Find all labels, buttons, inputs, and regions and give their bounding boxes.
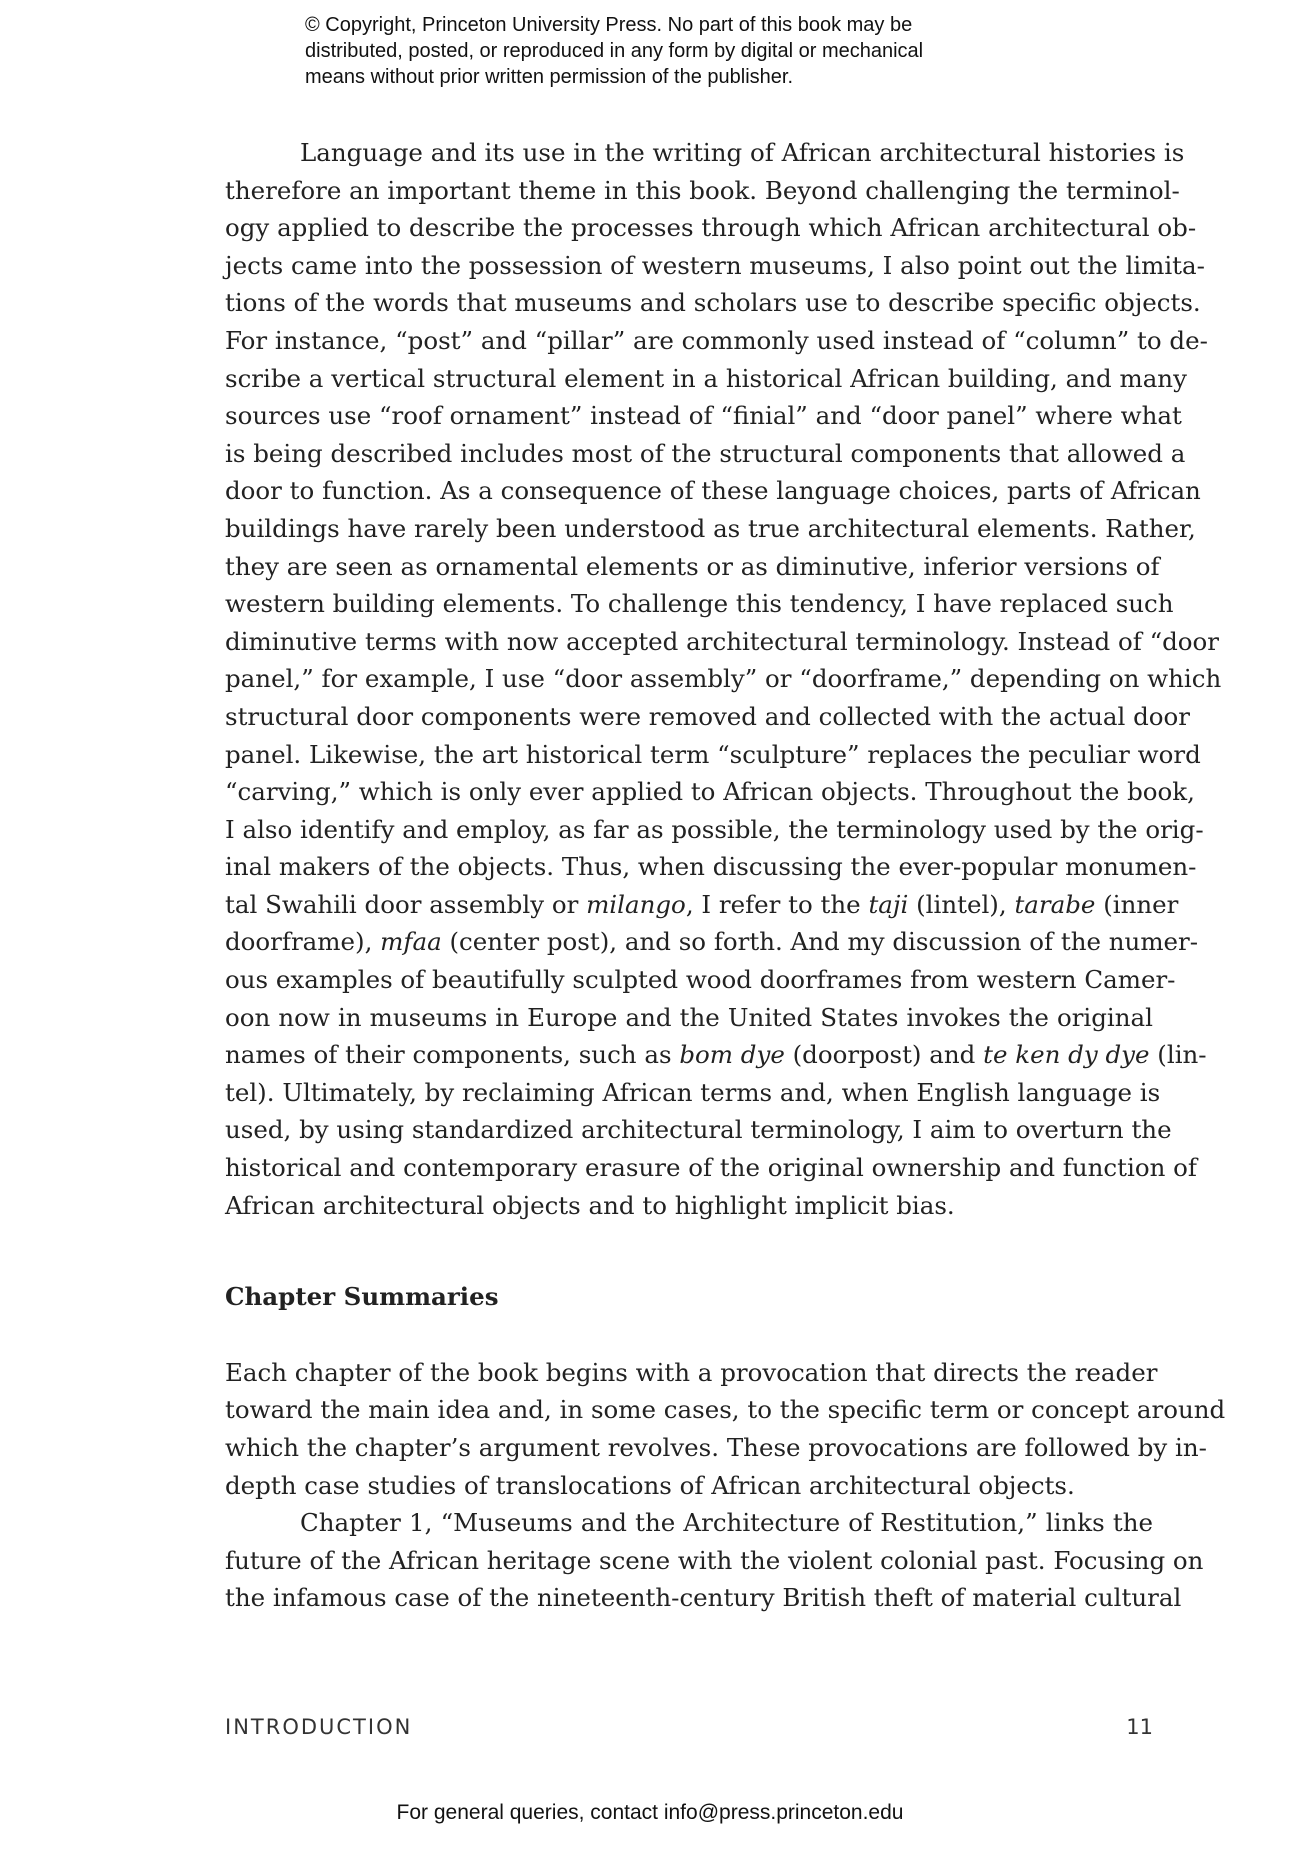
text-line: inal makers of the objects. Thus, when discussing the ever-popular monumen- xyxy=(225,852,1197,882)
text-line xyxy=(225,923,1199,961)
text-line: scribe a vertical structural element in a historical African building, and many xyxy=(225,363,1187,393)
text-line: tions of the words that museums and scholars use to describe specific objects. xyxy=(225,288,1201,318)
text-run: (inner xyxy=(1095,889,1179,919)
text-line: future of the African heritage scene with the violent colonial past. Focusing on xyxy=(225,1545,1204,1575)
text-run: (center post), and so forth. And my discussion of the numer- xyxy=(441,927,1199,957)
running-footer xyxy=(225,1715,1153,1739)
cameroon-term: bom dye xyxy=(679,1040,785,1070)
paragraph-chapter-intro xyxy=(225,1354,1226,1504)
page-body xyxy=(225,134,1226,1617)
section-heading: Chapter Summaries xyxy=(225,1282,499,1312)
swahili-term: milango xyxy=(586,889,686,919)
text-run: (doorpost) and xyxy=(784,1040,984,1070)
text-line: buildings have rarely been understood as true architectural elements. Rather, xyxy=(225,513,1196,543)
contact-footer: For general queries, contact info@press.princeton.edu xyxy=(396,1801,904,1824)
text-run: names of their components, such as xyxy=(225,1040,680,1070)
text-line: panel. Likewise, the art historical term “sculpture” replaces the peculiar word xyxy=(225,739,1201,769)
text-line: ous examples of beautifully sculpted wood doorframes from western Camer- xyxy=(225,965,1176,995)
text-line: panel,” for example, I use “door assembly” or “doorframe,” depending on which xyxy=(225,664,1222,694)
copyright-line: means without prior written permission of the publisher. xyxy=(305,66,794,88)
text-line: historical and contemporary erasure of the original ownership and function of xyxy=(225,1153,1197,1183)
text-line xyxy=(225,1036,1207,1074)
copyright-notice xyxy=(305,12,1025,90)
text-line: I also identify and employ, as far as possible, the terminology used by the orig- xyxy=(225,814,1204,844)
running-footer-section: INTRODUCTION xyxy=(225,1715,413,1739)
copyright-line: distributed, posted, or reproduced in any form by digital or mechanical xyxy=(305,40,924,62)
text-line: sources use “roof ornament” instead of “finial” and “door panel” where what xyxy=(225,401,1182,431)
swahili-term: taji xyxy=(868,889,909,919)
spacer xyxy=(225,1316,1153,1354)
text-line: jects came into the possession of western museums, I also point out the limita- xyxy=(225,250,1205,280)
text-run: , I refer to the xyxy=(685,889,869,919)
copyright-line: © Copyright, Princeton University Press. No part of this book may be xyxy=(305,14,913,36)
paragraph-language xyxy=(225,134,1222,1224)
text-line: the infamous case of the nineteenth-century British theft of material cultural xyxy=(225,1583,1182,1613)
swahili-term: tarabe xyxy=(1014,889,1096,919)
text-line: African architectural objects and to highlight implicit bias. xyxy=(225,1190,955,1220)
text-line xyxy=(225,886,1179,924)
text-line: used, by using standardized architectural terminology, I aim to overturn the xyxy=(225,1115,1172,1145)
text-line: western building elements. To challenge this tendency, I have replaced such xyxy=(225,589,1174,619)
cameroon-term: te ken dy dye xyxy=(983,1040,1150,1070)
text-line: Chapter 1, “Museums and the Architecture of Restitution,” links the xyxy=(300,1508,1153,1538)
text-line: diminutive terms with now accepted architectural terminology. Instead of “door xyxy=(225,626,1220,656)
text-line: For instance, “post” and “pillar” are commonly used instead of “column” to de- xyxy=(225,325,1208,355)
text-run: (lin- xyxy=(1149,1040,1207,1070)
text-line: door to function. As a consequence of these language choices, parts of African xyxy=(225,476,1201,506)
text-run: doorframe), xyxy=(225,927,381,957)
text-line: which the chapter’s argument revolves. These provocations are followed by in- xyxy=(225,1433,1207,1462)
text-line: ogy applied to describe the processes through which African architectural ob- xyxy=(225,213,1197,243)
swahili-term: mfaa xyxy=(380,927,442,957)
page-number: 11 xyxy=(1126,1715,1153,1739)
text-line: toward the main idea and, in some cases, to the specific term or concept around xyxy=(225,1395,1226,1425)
text-run: tal Swahili door assembly or xyxy=(225,889,587,919)
text-line: Each chapter of the book begins with a provocation that directs the reader xyxy=(225,1357,1158,1387)
spacer xyxy=(225,1224,1153,1278)
paragraph-chapter-1 xyxy=(225,1504,1204,1617)
text-line: therefore an important theme in this book. Beyond challenging the terminol- xyxy=(225,175,1180,205)
text-line: they are seen as ornamental elements or as diminutive, inferior versions of xyxy=(225,551,1160,581)
text-line: tel). Ultimately, by reclaiming African terms and, when English language is xyxy=(225,1077,1161,1107)
text-run: (lintel), xyxy=(908,889,1015,919)
text-line: is being described includes most of the structural components that allowed a xyxy=(225,438,1186,468)
text-line: depth case studies of translocations of African architectural objects. xyxy=(225,1470,1075,1500)
text-line: structural door components were removed and collected with the actual door xyxy=(225,701,1190,731)
text-line: “carving,” which is only ever applied to African objects. Throughout the book, xyxy=(225,777,1195,807)
text-line: oon now in museums in Europe and the United States invokes the original xyxy=(225,1002,1153,1032)
text-line: Language and its use in the writing of African architectural histories is xyxy=(300,138,1185,167)
